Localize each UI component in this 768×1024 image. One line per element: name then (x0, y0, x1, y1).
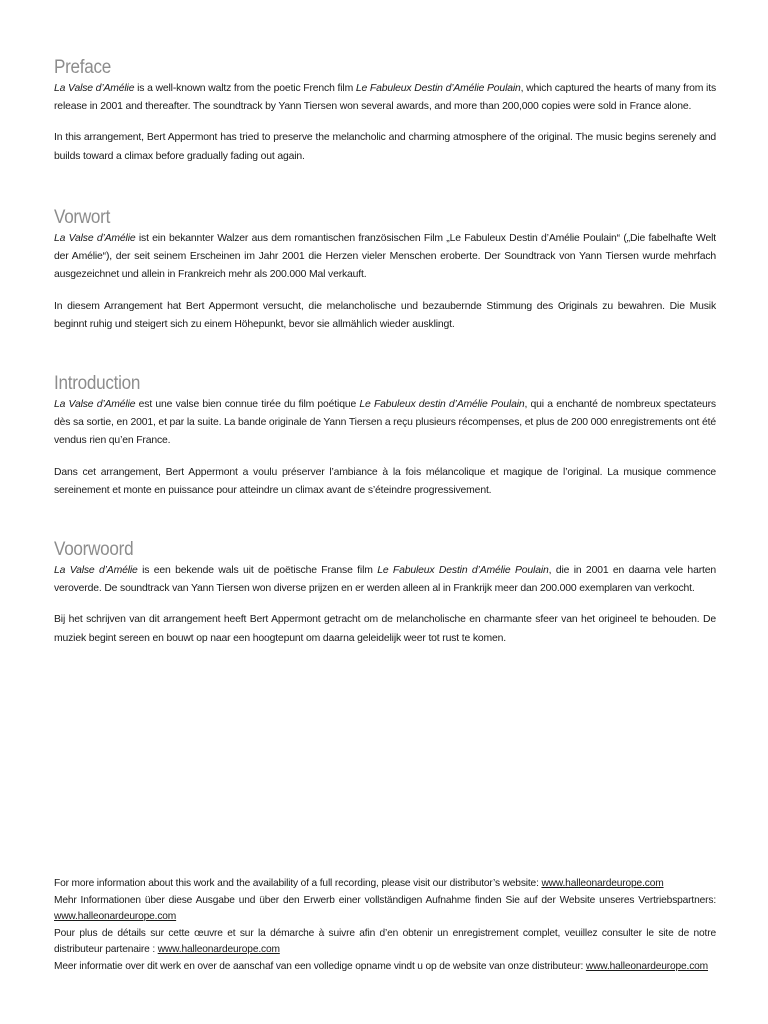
section-vorwort (54, 206, 716, 334)
footer-line-nl (54, 959, 716, 976)
work-title: La Valse d’Amélie (54, 565, 138, 576)
footer-text: Meer informatie over dit werk en over de aanschaf van een volledige opname vindt u op de website van onze distributeur: (54, 960, 586, 972)
section-heading: Vorwort (54, 207, 111, 228)
text: ist ein bekannter Walzer aus dem romantischen französischen Film „Le Fabuleux Destin d’Amélie Poulain“ („Die fabelhafte Welt der Amélie“), der seit seinem Erscheinen im Jahr 2001 die Herzen vieler Menschen eroberte. Der Soundtrack von Yann Tiersen wurde mehrfach ausgezeichnet und allein in Frankreich mehr als 200.000 Mal verkauft. (54, 233, 716, 281)
paragraph-1 (54, 396, 716, 451)
paragraph-1 (54, 230, 716, 285)
work-title: La Valse d’Amélie (54, 233, 136, 244)
paragraph-2: In this arrangement, Bert Appermont has tried to preserve the melancholic and charming atmosphere of the original. The music begins serenely and builds toward a climax before gradually fading out again. (54, 132, 716, 162)
work-title: La Valse d’Amélie (54, 83, 135, 94)
film-title: Le Fabuleux Destin d’Amélie Poulain (377, 565, 549, 576)
text: is een bekende wals uit de poëtische Franse film (137, 565, 378, 576)
film-title: Le Fabuleux destin d’Amélie Poulain (359, 399, 525, 410)
footer-text: Mehr Informationen über diese Ausgabe und über den Erwerb einer vollständigen Aufnahme finden Sie auf der Website unseres Vertriebspartners: (54, 894, 716, 906)
distributor-footer (54, 876, 716, 976)
section-heading: Preface (54, 57, 112, 78)
footer-text: Pour plus de détails sur cette œuvre et sur la démarche à suivre afin d’en obtenir un enregistrement complet, veuillez consulter le site de notre distributeur partenaire : (54, 927, 716, 956)
paragraph-2: Dans cet arrangement, Bert Appermont a voulu préserver l’ambiance à la fois mélancolique et magique de l’original. La musique commence sereinement et monte en puissance pour atteindre un climax avant de s’éteindre progressivement. (54, 466, 716, 496)
text: , die in 2001 en daarna vele harten veroverde. De soundtrack van Yann Tiersen won diverse prijzen en er werden alleen al in Frankrijk meer dan 200.000 exemplaren van verkocht. (54, 565, 716, 595)
section-voorwoord (54, 538, 716, 648)
section-introduction (54, 372, 716, 500)
section-heading: Voorwoord (54, 539, 134, 560)
footer-line-de (54, 893, 716, 926)
text: est une valse bien connue tirée du film poétique (135, 399, 360, 410)
section-preface (54, 56, 716, 166)
text: , qui a enchanté de nombreux spectateurs dès sa sortie, en 2001, et par la suite. La bande originale de Yann Tiersen a reçu plusieurs récompenses, et plus de 200 000 enregistrements ont été vendus rien qu’en France. (54, 399, 716, 447)
distributor-link[interactable]: www.halleonardeurope.com (541, 878, 664, 889)
work-title: La Valse d’Amélie (54, 399, 136, 410)
text: , which captured the hearts of many from its release in 2001 and thereafter. The soundtrack by Yann Tiersen won several awards, and more than 200,000 copies were sold in France alone. (54, 83, 716, 113)
distributor-link[interactable]: www.halleonardeurope.com (585, 960, 709, 972)
paragraph-1 (54, 562, 716, 598)
paragraph-1 (54, 80, 716, 116)
footer-text: For more information about this work and the availability of a full recording, please visit our distributor’s website: (54, 878, 542, 889)
paragraph-2: Bij het schrijven van dit arrangement heeft Bert Appermont getracht om de melancholische en charmante sfeer van het origineel te behouden. De muziek begint sereen en bouwt op naar een hoogtepunt om daarna geleidelijk weer tot rust te komen. (54, 614, 716, 644)
distributor-link[interactable]: www.halleonardeurope.com (54, 911, 177, 923)
footer-line-en (54, 876, 716, 893)
paragraph-2: In diesem Arrangement hat Bert Appermont versucht, die melancholische und bezaubernde Stimmung des Originals zu bewahren. Die Musik beginnt ruhig und steigert sich zu einem Höhepunkt, bevor sie allmählich wieder ausklingt. (54, 300, 716, 330)
footer-line-fr (54, 926, 716, 959)
text: is a well-known waltz from the poetic French film (134, 83, 356, 94)
film-title: Le Fabuleux Destin d’Amélie Poulain (355, 83, 521, 94)
distributor-link[interactable]: www.halleonardeurope.com (157, 944, 280, 956)
section-heading: Introduction (54, 373, 141, 394)
